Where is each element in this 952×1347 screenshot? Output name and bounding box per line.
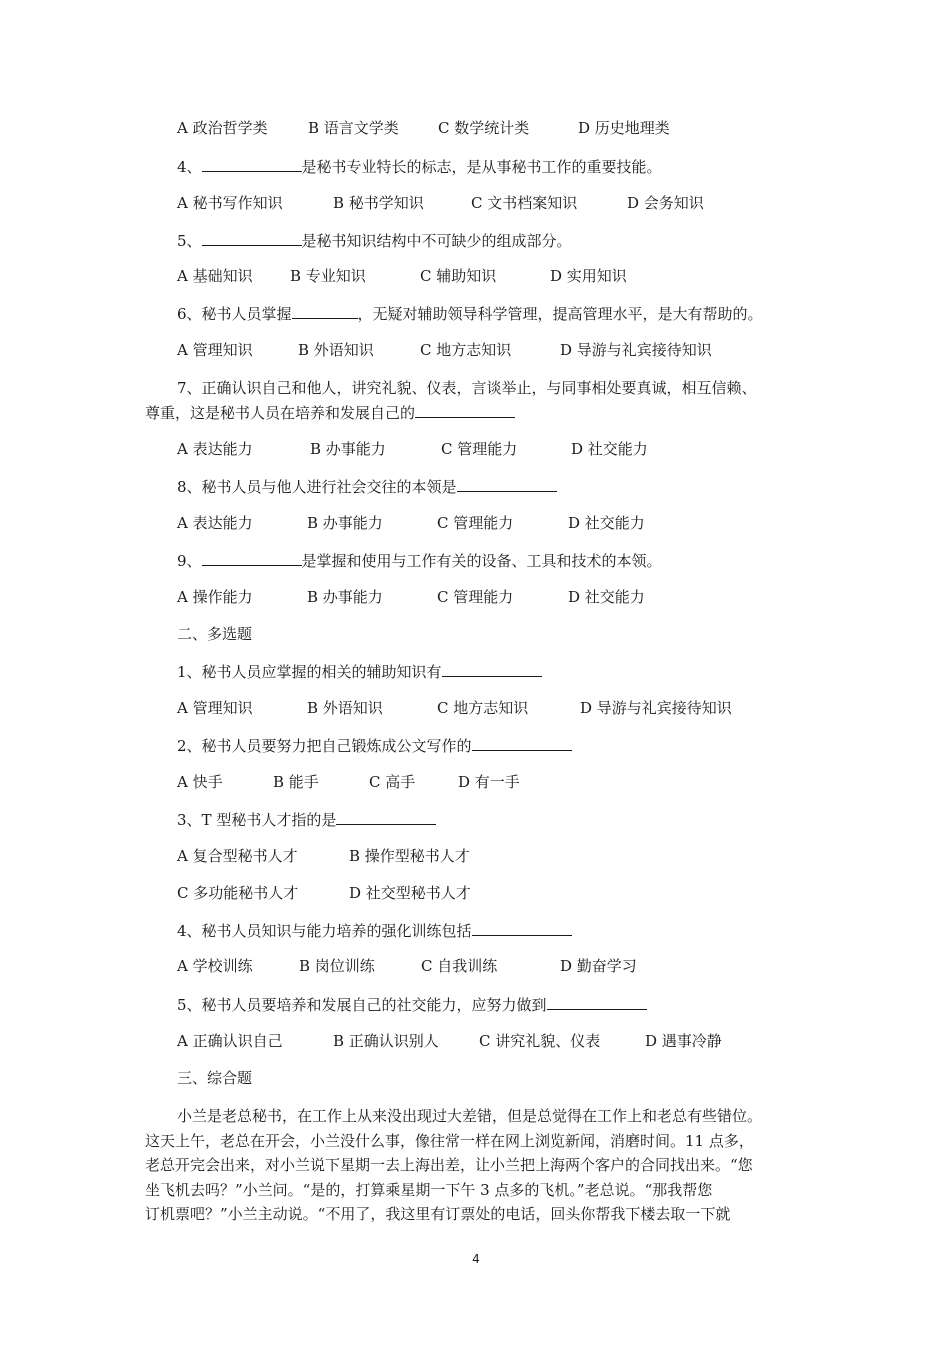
q4-option-b: B 秘书学知识: [333, 194, 424, 212]
question-7-line1: 7、正确认识自己和他人，讲究礼貌、仪表，言谈举止，与同事相处要真诚，相互信赖、: [177, 379, 757, 397]
m3-option-b: B 操作型秘书人才: [349, 847, 470, 865]
page-number: 4: [472, 1252, 480, 1266]
q8-option-d: D 社交能力: [568, 514, 645, 532]
m1-option-d: D 导游与礼宾接待知识: [580, 699, 732, 717]
question-7-line2: [145, 402, 515, 423]
q5-blank: [202, 230, 302, 246]
question-4: [177, 156, 662, 177]
q7-option-b: B 办事能力: [310, 440, 386, 458]
q9-option-a: A 操作能力: [177, 588, 253, 606]
m3-option-d: D 社交型秘书人才: [349, 884, 471, 902]
q4-blank: [202, 156, 302, 172]
q8-option-c: C 管理能力: [437, 514, 514, 532]
q5-option-b: B 专业知识: [290, 267, 366, 285]
q3-option-d: D 历史地理类: [578, 119, 670, 137]
m4-option-c: C 自我训练: [421, 957, 498, 975]
m1-option-b: B 外语知识: [307, 699, 383, 717]
m5-text: 5、秘书人员要培养和发展自己的社交能力，应努力做到: [177, 996, 547, 1014]
m3-options-row1: [177, 846, 470, 866]
q6-blank: [292, 303, 358, 319]
m4-option-d: D 勤奋学习: [560, 957, 637, 975]
m2-blank: [472, 735, 572, 751]
q7-options: [177, 439, 648, 459]
q9-text: 是掌握和使用与工作有关的设备、工具和技术的本领。: [301, 552, 662, 570]
m3-blank: [336, 809, 436, 825]
case-study-paragraph: [145, 1104, 810, 1227]
q3-option-c: C 数学统计类: [438, 119, 530, 137]
q8-option-b: B 办事能力: [307, 514, 383, 532]
q5-option-a: A 基础知识: [177, 267, 253, 285]
m5-option-d: D 遇事冷静: [645, 1032, 722, 1050]
q3-option-b: B 语言文学类: [308, 119, 399, 137]
m2-option-d: D 有一手: [458, 773, 520, 791]
m3-option-a: A 复合型秘书人才: [177, 847, 298, 865]
q8-text: 8、秘书人员与他人进行社会交往的本领是: [177, 478, 457, 496]
q6-text-post: ，无疑对辅助领导科学管理，提高管理水平，是大有帮助的。: [357, 305, 763, 323]
q8-option-a: A 表达能力: [177, 514, 253, 532]
q6-option-a: A 管理知识: [177, 341, 253, 359]
m4-options: [177, 956, 637, 976]
q7-option-c: C 管理能力: [441, 440, 518, 458]
m5-option-b: B 正确认识别人: [333, 1032, 439, 1050]
q3-option-a: A 政治哲学类: [177, 119, 268, 137]
multi-question-2: [177, 735, 572, 756]
m1-option-a: A 管理知识: [177, 699, 253, 717]
q4-option-a: A 秘书写作知识: [177, 194, 283, 212]
m5-option-a: A 正确认识自己: [177, 1032, 283, 1050]
q9-options: [177, 587, 645, 607]
q6-options: [177, 340, 712, 360]
q4-number: 4、: [177, 158, 202, 176]
multi-question-3: [177, 809, 436, 830]
m3-options-row2: [177, 883, 471, 903]
q7-option-a: A 表达能力: [177, 440, 253, 458]
case-line-3: 老总开完会出来，对小兰说下星期一去上海出差，让小兰把上海两个客户的合同找出来。“您: [145, 1156, 753, 1175]
q9-number: 9、: [177, 552, 202, 570]
q8-options: [177, 513, 645, 533]
case-line-5: 订机票吧？”小兰主动说。“不用了，我这里有订票处的电话，回头你帮我下楼去取一下就: [145, 1205, 731, 1224]
q5-option-d: D 实用知识: [550, 267, 627, 285]
q5-number: 5、: [177, 232, 202, 250]
multi-question-5: [177, 994, 647, 1015]
q4-option-d: D 会务知识: [627, 194, 704, 212]
m4-option-a: A 学校训练: [177, 957, 253, 975]
section-3-title: 三、综合题: [177, 1069, 253, 1087]
m2-option-a: A 快手: [177, 773, 223, 791]
question-6: [177, 303, 763, 324]
q4-text: 是秘书专业特长的标志，是从事秘书工作的重要技能。: [301, 158, 662, 176]
m2-option-b: B 能手: [273, 773, 319, 791]
m1-option-c: C 地方志知识: [437, 699, 529, 717]
question-8: [177, 476, 557, 497]
q5-options: [177, 266, 627, 286]
q9-option-d: D 社交能力: [568, 588, 645, 606]
m3-text: 3、T 型秘书人才指的是: [177, 811, 337, 829]
question-9: [177, 550, 662, 571]
m1-blank: [442, 661, 542, 677]
q3-options: [177, 118, 670, 138]
q9-option-b: B 办事能力: [307, 588, 383, 606]
m4-text: 4、秘书人员知识与能力培养的强化训练包括: [177, 922, 472, 940]
q7-text: 尊重，这是秘书人员在培养和发展自己的: [145, 404, 416, 422]
q4-option-c: C 文书档案知识: [471, 194, 578, 212]
m2-option-c: C 高手: [369, 773, 416, 791]
case-line-4: 坐飞机去吗？”小兰问。“是的，打算乘星期一下午 3 点多的飞机。”老总说。“那我帮您: [145, 1180, 713, 1199]
multi-question-1: [177, 661, 542, 682]
q6-option-c: C 地方志知识: [420, 341, 512, 359]
q7-option-d: D 社交能力: [571, 440, 648, 458]
q7-blank: [415, 402, 515, 418]
q6-option-b: B 外语知识: [298, 341, 374, 359]
m5-options: [177, 1031, 722, 1051]
m2-text: 2、秘书人员要努力把自己锻炼成公文写作的: [177, 737, 472, 755]
m4-blank: [472, 920, 572, 936]
m2-options: [177, 772, 520, 792]
question-5: [177, 230, 572, 251]
q5-text: 是秘书知识结构中不可缺少的组成部分。: [301, 232, 572, 250]
q4-options: [177, 193, 704, 213]
m5-blank: [547, 994, 647, 1010]
m5-option-c: C 讲究礼貌、仪表: [479, 1032, 601, 1050]
m1-text: 1、秘书人员应掌握的相关的辅助知识有: [177, 663, 442, 681]
case-line-1: 小兰是老总秘书，在工作上从来没出现过大差错，但是总觉得在工作上和老总有些错位。: [177, 1107, 763, 1125]
m3-option-c: C 多功能秘书人才: [177, 884, 299, 902]
q9-option-c: C 管理能力: [437, 588, 514, 606]
m4-option-b: B 岗位训练: [299, 957, 375, 975]
q6-text-pre: 6、秘书人员掌握: [177, 305, 292, 323]
q5-option-c: C 辅助知识: [420, 267, 497, 285]
case-line-2: 这天上午，老总在开会，小兰没什么事，像往常一样在网上浏览新闻，消磨时间。11 点多，: [145, 1131, 754, 1150]
q8-blank: [457, 476, 557, 492]
q9-blank: [202, 550, 302, 566]
multi-question-4: [177, 920, 572, 941]
q6-option-d: D 导游与礼宾接待知识: [560, 341, 712, 359]
section-2-title: 二、多选题: [177, 625, 253, 643]
m1-options: [177, 698, 732, 718]
